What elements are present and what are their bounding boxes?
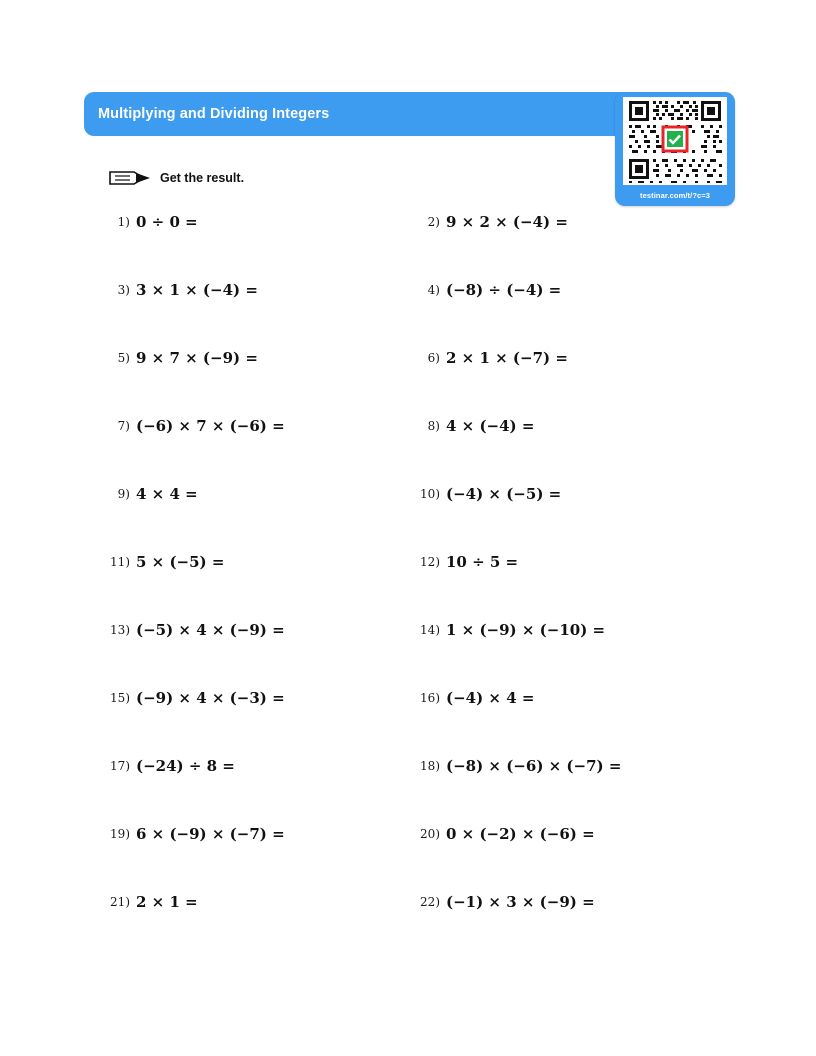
problem-number: 15) — [110, 691, 130, 705]
instruction-row — [108, 168, 244, 188]
problem-expression: 6 × (−9) × (−7) = — [136, 825, 285, 843]
problem-expression: 0 × (−2) × (−6) = — [446, 825, 595, 843]
problem-number: 9) — [117, 487, 130, 501]
problem-number: 5) — [117, 351, 130, 365]
problem-row — [108, 824, 728, 892]
problem-row — [108, 892, 728, 960]
problem-item — [108, 756, 418, 824]
problem-number: 17) — [110, 759, 130, 773]
problem-expression: (−9) × 4 × (−3) = — [136, 689, 285, 707]
problem-expression: 1 × (−9) × (−10) = — [446, 621, 606, 639]
problem-row — [108, 484, 728, 552]
problem-item — [418, 552, 728, 620]
problem-item — [418, 824, 728, 892]
problem-item — [108, 280, 418, 348]
problem-expression: 10 ÷ 5 = — [446, 553, 519, 571]
problem-expression: (−24) ÷ 8 = — [136, 757, 235, 775]
problem-expression: (−1) × 3 × (−9) = — [446, 893, 595, 911]
problem-expression: 9 × 7 × (−9) = — [136, 349, 258, 367]
problem-number: 10) — [420, 487, 440, 501]
problem-number: 13) — [110, 623, 130, 637]
problem-number: 20) — [420, 827, 440, 841]
qr-code-icon — [623, 97, 727, 185]
problem-item — [108, 892, 418, 960]
problem-number: 18) — [420, 759, 440, 773]
problem-number: 11) — [110, 555, 130, 569]
problem-item — [108, 484, 418, 552]
problem-number: 12) — [420, 555, 440, 569]
problem-item — [108, 824, 418, 892]
problem-row — [108, 348, 728, 416]
problem-number: 2) — [427, 215, 440, 229]
problem-item — [108, 552, 418, 620]
problem-expression: 2 × 1 = — [136, 893, 198, 911]
problems-list — [108, 212, 728, 960]
problem-expression: (−8) × (−6) × (−7) = — [446, 757, 622, 775]
problem-row — [108, 552, 728, 620]
problem-row — [108, 620, 728, 688]
problem-item — [418, 484, 728, 552]
problem-expression: 4 × 4 = — [136, 485, 198, 503]
problem-number: 19) — [110, 827, 130, 841]
problem-expression: 4 × (−4) = — [446, 417, 535, 435]
pencil-icon — [108, 168, 152, 188]
page-title: Multiplying and Dividing Integers — [98, 106, 330, 122]
problem-expression: 0 ÷ 0 = — [136, 213, 198, 231]
problem-expression: (−4) × 4 = — [446, 689, 535, 707]
problem-expression: 2 × 1 × (−7) = — [446, 349, 568, 367]
problem-row — [108, 688, 728, 756]
problem-row — [108, 416, 728, 484]
problem-number: 4) — [427, 283, 440, 297]
problem-expression: 9 × 2 × (−4) = — [446, 213, 568, 231]
problem-item — [108, 416, 418, 484]
header-bar — [84, 92, 648, 136]
problem-number: 14) — [420, 623, 440, 637]
problem-expression: (−5) × 4 × (−9) = — [136, 621, 285, 639]
problem-item — [418, 756, 728, 824]
problem-expression: 3 × 1 × (−4) = — [136, 281, 258, 299]
problem-item — [418, 212, 728, 280]
problem-expression: (−8) ÷ (−4) = — [446, 281, 562, 299]
qr-card[interactable] — [615, 92, 735, 206]
problem-expression: (−4) × (−5) = — [446, 485, 562, 503]
problem-number: 8) — [427, 419, 440, 433]
problem-item — [418, 280, 728, 348]
problem-item — [418, 688, 728, 756]
problem-number: 1) — [117, 215, 130, 229]
problem-expression: 5 × (−5) = — [136, 553, 225, 571]
problem-item — [418, 416, 728, 484]
qr-url-label: testinar.com/t/?c=3 — [639, 191, 711, 200]
problem-number: 22) — [420, 895, 440, 909]
problem-item — [108, 688, 418, 756]
problem-item — [418, 348, 728, 416]
problem-item — [108, 212, 418, 280]
problem-item — [108, 620, 418, 688]
problem-item — [418, 620, 728, 688]
problem-item — [418, 892, 728, 960]
problem-number: 7) — [117, 419, 130, 433]
problem-expression: (−6) × 7 × (−6) = — [136, 417, 285, 435]
problem-item — [108, 348, 418, 416]
problem-number: 16) — [420, 691, 440, 705]
problem-row — [108, 756, 728, 824]
problem-number: 6) — [427, 351, 440, 365]
problem-row — [108, 212, 728, 280]
problem-number: 3) — [117, 283, 130, 297]
problem-number: 21) — [110, 895, 130, 909]
problem-row — [108, 280, 728, 348]
instruction-text: Get the result. — [160, 171, 245, 185]
